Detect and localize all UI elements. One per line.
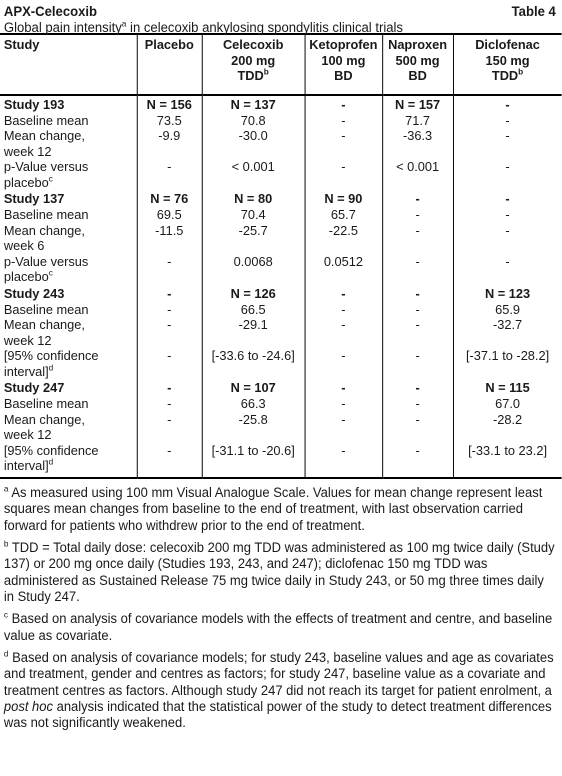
row-label (0, 317, 137, 348)
text-line: interval] (3, 458, 49, 474)
sample-size-cell: N = 123 (453, 285, 562, 302)
value-cell: - (453, 223, 562, 254)
text-line: [95% confidence (3, 348, 99, 364)
study-row (0, 95, 562, 113)
col-naproxen-header (382, 35, 453, 95)
sample-size-cell: - (382, 285, 453, 302)
footnote-italic-text: post hoc (3, 699, 53, 715)
study-row (0, 285, 562, 302)
text-line: Mean change, (3, 222, 85, 238)
text-line: Placebo (144, 37, 194, 52)
footnote-text-rest: analysis indicated that the statistical power of the study to detect treatment differences was not significantly weakened. (3, 699, 552, 731)
row-label (0, 223, 137, 254)
value-cell: - (382, 443, 453, 478)
value-cell: 65.9 (453, 302, 562, 318)
sample-size-cell: - (305, 379, 383, 396)
col-celecoxib-header (202, 35, 305, 95)
row-label (0, 302, 137, 318)
value-cell: - (382, 302, 453, 318)
footnote-mark: b (3, 538, 9, 549)
table-row (0, 128, 562, 159)
text-line: Baseline mean (3, 396, 89, 412)
value-cell: -11.5 (137, 223, 202, 254)
text-line: TDD (491, 68, 519, 84)
value-cell: - (382, 412, 453, 443)
table-row (0, 223, 562, 254)
row-label (0, 396, 137, 412)
table-row (0, 207, 562, 223)
sample-size-cell: - (305, 95, 383, 113)
table-row (0, 396, 562, 412)
row-label (0, 159, 137, 190)
value-cell: 66.3 (202, 396, 305, 412)
value-cell: - (137, 254, 202, 285)
text-line: week 12 (3, 427, 52, 443)
row-label (0, 207, 137, 223)
sample-size-cell: N = 156 (137, 95, 202, 113)
value-cell: 71.7 (382, 113, 453, 129)
value-cell: - (305, 396, 383, 412)
value-cell: 70.4 (202, 207, 305, 223)
value-cell: 70.8 (202, 113, 305, 129)
value-cell: - (382, 396, 453, 412)
value-cell: - (137, 443, 202, 478)
footnote-mark: d (48, 456, 54, 467)
row-label (0, 113, 137, 129)
value-cell: -36.3 (382, 128, 453, 159)
value-cell: - (137, 159, 202, 190)
value-cell: -22.5 (305, 223, 383, 254)
col-ketoprofen-header (305, 35, 383, 95)
value-cell: - (137, 317, 202, 348)
value-cell: [-33.1 to 23.2] (453, 443, 562, 478)
footnote-mark: c (48, 268, 53, 278)
value-cell: - (453, 113, 562, 129)
header-row (0, 35, 562, 95)
value-cell: - (382, 223, 453, 254)
text-line: placebo (3, 269, 49, 285)
value-cell: - (382, 207, 453, 223)
value-cell: - (382, 254, 453, 285)
document-header (0, 0, 562, 35)
footnotes (0, 479, 562, 732)
text-line: Baseline mean (3, 207, 89, 223)
sample-size-cell: - (382, 379, 453, 396)
value-cell: - (305, 159, 383, 190)
sample-size-cell: - (382, 190, 453, 207)
value-cell: -29.1 (202, 317, 305, 348)
study-name: Study 247 (3, 380, 65, 396)
sample-size-cell: N = 115 (453, 379, 562, 396)
study-row (0, 190, 562, 207)
value-cell: -30.0 (202, 128, 305, 159)
text-line: Naproxen (388, 37, 448, 52)
value-cell: - (305, 317, 383, 348)
sample-size-cell: N = 157 (382, 95, 453, 113)
value-cell: 67.0 (453, 396, 562, 412)
table-row (0, 113, 562, 129)
sample-size-cell: N = 80 (202, 190, 305, 207)
footnote-text: Based on analysis of covariance models with the effects of treatment and centre, and baseline value as covariate. (3, 611, 553, 643)
footnote-a (4, 485, 556, 534)
text-line: Mean change, (3, 411, 85, 427)
value-cell: 0.0068 (202, 254, 305, 285)
value-cell: -9.9 (137, 128, 202, 159)
sample-size-cell: - (453, 95, 562, 113)
value-cell: - (305, 443, 383, 478)
row-label (0, 254, 137, 285)
value-cell: 69.5 (137, 207, 202, 223)
value-cell: - (305, 128, 383, 159)
text-line: interval] (3, 363, 49, 379)
text-line: p-Value versus (3, 159, 89, 175)
sample-size-cell: N = 126 (202, 285, 305, 302)
row-label (0, 412, 137, 443)
study-row (0, 379, 562, 396)
text-line: week 6 (3, 238, 45, 254)
table-row (0, 348, 562, 379)
footnote-d (4, 650, 556, 732)
table-row (0, 317, 562, 348)
value-cell: - (305, 412, 383, 443)
value-cell: - (305, 302, 383, 318)
text-line: 200 mg (231, 52, 276, 68)
value-cell: - (137, 396, 202, 412)
text-line: Mean change, (3, 317, 85, 333)
text-line: BD (408, 68, 427, 84)
text-line: [95% confidence (3, 442, 99, 458)
text-line: Diclofenac (475, 37, 540, 52)
footnote-mark: b (518, 66, 524, 77)
text-line: Ketoprofen (309, 37, 378, 52)
value-cell: - (305, 348, 383, 379)
sample-size-cell: - (305, 285, 383, 302)
value-cell: - (453, 128, 562, 159)
text-line: week 12 (3, 143, 52, 159)
value-cell: 66.5 (202, 302, 305, 318)
text-line: Celecoxib (222, 37, 284, 52)
table-row (0, 443, 562, 478)
sample-size-cell: N = 90 (305, 190, 383, 207)
value-cell: - (382, 348, 453, 379)
text-line: week 12 (3, 332, 52, 348)
caption-text: Global pain intensity (3, 19, 122, 35)
table-row (0, 159, 562, 190)
sample-size-cell: - (137, 379, 202, 396)
row-label (0, 443, 137, 478)
col-placebo-header (137, 35, 202, 95)
study-name: Study 243 (3, 285, 65, 301)
text-line: Baseline mean (3, 301, 89, 317)
table-number-label: Table 4 (511, 4, 556, 19)
value-cell: - (382, 317, 453, 348)
value-cell: < 0.001 (382, 159, 453, 190)
text-line: Baseline mean (3, 112, 89, 128)
text-line: 500 mg (395, 52, 440, 68)
footnote-mark: a (3, 483, 9, 494)
caption-footnote-mark: a (121, 18, 127, 29)
value-cell: - (453, 207, 562, 223)
value-cell: - (137, 302, 202, 318)
study-name: Study 137 (3, 191, 65, 207)
text-line: BD (334, 68, 353, 84)
sample-size-cell: - (453, 190, 562, 207)
row-label (0, 128, 137, 159)
table-caption (4, 20, 556, 36)
value-cell: - (305, 113, 383, 129)
caption-text-rest: in celecoxib ankylosing spondylitis clinical trials (126, 19, 403, 35)
col-diclofenac-header (453, 35, 562, 95)
text-line: 100 mg (321, 52, 366, 68)
footnote-mark: c (48, 173, 53, 184)
sample-size-cell: N = 76 (137, 190, 202, 207)
value-cell: [-33.6 to -24.6] (202, 348, 305, 379)
footnote-text: Based on analysis of covariance models; for study 243, baseline values and age as covariates and treatment, gender and centres as factors; for study 247, baseline value as a covariate and treatment centres as factors. Although study 247 did not reach its target for patient enrolment, a (3, 650, 554, 698)
value-cell: -25.7 (202, 223, 305, 254)
sample-size-cell: - (137, 285, 202, 302)
text-line: Study (3, 37, 40, 52)
col-study-header (0, 35, 137, 95)
table-row (0, 412, 562, 443)
footnote-c (4, 611, 556, 644)
footnote-mark: d (48, 362, 54, 373)
value-cell: - (137, 348, 202, 379)
value-cell: [-37.1 to -28.2] (453, 348, 562, 379)
text-line: TDD (237, 68, 264, 84)
footnote-text: As measured using 100 mm Visual Analogue Scale. Values for mean change represent least squares mean changes from baseline to the end of treatment, with last observation carried forward for patients who withdrew prior to the end of treatment. (3, 484, 543, 533)
value-cell: -28.2 (453, 412, 562, 443)
sample-size-cell: N = 137 (202, 95, 305, 113)
table-row (0, 254, 562, 285)
text-line: Mean change, (3, 128, 85, 144)
value-cell: -32.7 (453, 317, 562, 348)
study-name: Study 193 (3, 97, 65, 112)
text-line: 150 mg (485, 52, 530, 68)
footnote-mark: b (263, 66, 269, 77)
footnote-b (4, 540, 556, 605)
drug-name-heading: APX-Celecoxib (3, 4, 98, 19)
results-table (0, 35, 562, 479)
value-cell: 65.7 (305, 207, 383, 223)
value-cell: -25.8 (202, 412, 305, 443)
value-cell: [-31.1 to -20.6] (202, 443, 305, 478)
value-cell: < 0.001 (202, 159, 305, 190)
value-cell: - (453, 159, 562, 190)
value-cell: - (453, 254, 562, 285)
table-header (0, 35, 562, 95)
text-line: placebo (3, 174, 49, 190)
text-line: p-Value versus (3, 253, 89, 269)
footnote-mark: d (3, 648, 9, 659)
value-cell: 73.5 (137, 113, 202, 129)
footnote-text: TDD = Total daily dose: celecoxib 200 mg TDD was administered as 100 mg twice daily (Study 137) or 200 mg once daily (Studies 193, 243, and 247); diclofenac 150 mg TDD was administered as Sustained Release 75 mg twice daily in Study 243, or 50 mg three times daily in Study 247. (3, 539, 555, 604)
table-body (0, 95, 562, 478)
value-cell: 0.0512 (305, 254, 383, 285)
footnote-mark: c (3, 609, 9, 620)
sample-size-cell: N = 107 (202, 379, 305, 396)
row-label (0, 348, 137, 379)
value-cell: - (137, 412, 202, 443)
table-row (0, 302, 562, 318)
